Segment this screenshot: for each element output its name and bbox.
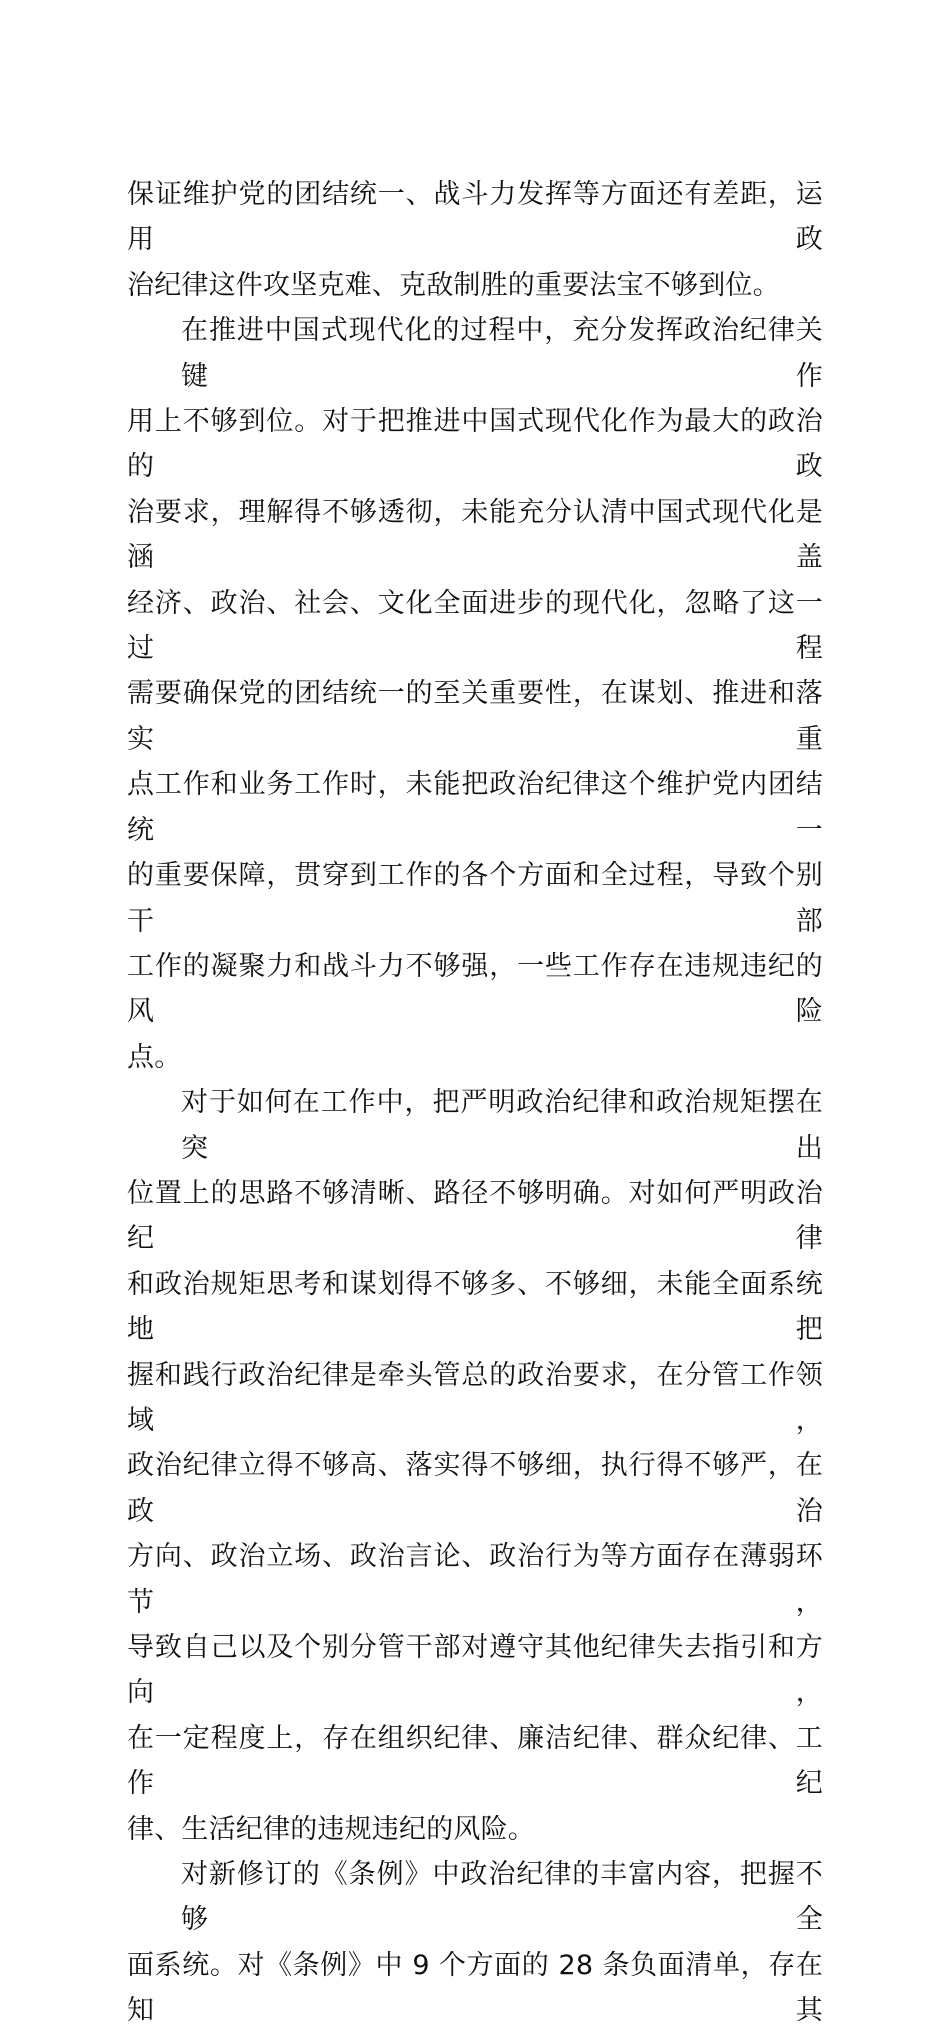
text-line: 握和践行政治纪律是牵头管总的政治要求，在分管工作领域， (127, 1359, 823, 1436)
text-line: 点工作和业务工作时，未能把政治纪律这个维护党内团结统一 (127, 769, 823, 846)
text-line: 需要确保党的团结统一的至关重要性，在谋划、推进和落实重 (127, 678, 823, 755)
text-line: 治纪律这件攻坚克难、克敌制胜的重要法宝不够到位。 (127, 269, 780, 301)
text-line: 用上不够到位。对于把推进中国式现代化作为最大的政治的政 (127, 406, 823, 483)
text-line: 在一定程度上，存在组织纪律、廉洁纪律、群众纪律、工作纪 (127, 1722, 823, 1800)
text-line: 经济、政治、社会、文化全面进步的现代化，忽略了这一过程 (127, 587, 823, 665)
text-line: 位置上的思路不够清晰、路径不够明确。对如何严明政治纪律 (127, 1177, 823, 1255)
text-line: 方向、政治立场、政治言论、政治行为等方面存在薄弱环节， (127, 1541, 823, 1618)
text-line: 导致自己以及个别分管干部对遵守其他纪律失去指引和方向， (127, 1632, 823, 1709)
text-line: 点。 (127, 1041, 182, 1073)
text-line: 工作的凝聚力和战斗力不够强，一些工作存在违规违纪的风险 (127, 950, 823, 1028)
text-line: 对于如何在工作中，把严明政治纪律和政治规矩摆在突出 (181, 1087, 823, 1164)
paragraph-4 (127, 1852, 823, 2034)
text-line: 的重要保障，贯穿到工作的各个方面和全过程，导致个别干部 (127, 860, 823, 937)
paragraph-1 (127, 172, 823, 308)
text-line: 政治纪律立得不够高、落实得不够细，执行得不够严，在政治 (127, 1450, 823, 1527)
paragraph-2 (127, 308, 823, 1080)
document-body (127, 172, 823, 2034)
text-line: 对新修订的《条例》中政治纪律的丰富内容，把握不够全 (181, 1859, 823, 1936)
text-line: 律、生活纪律的违规违纪的风险。 (127, 1813, 535, 1845)
text-line: 治要求，理解得不够透彻，未能充分认清中国式现代化是涵盖 (127, 496, 823, 574)
text-line: 保证维护党的团结统一、战斗力发挥等方面还有差距，运用政 (127, 179, 823, 256)
text-line: 和政治规矩思考和谋划得不够多、不够细，未能全面系统地把 (127, 1268, 823, 1346)
paragraph-3 (127, 1080, 823, 1852)
text-line: 在推进中国式现代化的过程中，充分发挥政治纪律关键作 (181, 315, 823, 392)
text-line: 面系统。对《条例》中 9 个方面的 28 条负面清单，存在知其 (127, 1949, 823, 2027)
